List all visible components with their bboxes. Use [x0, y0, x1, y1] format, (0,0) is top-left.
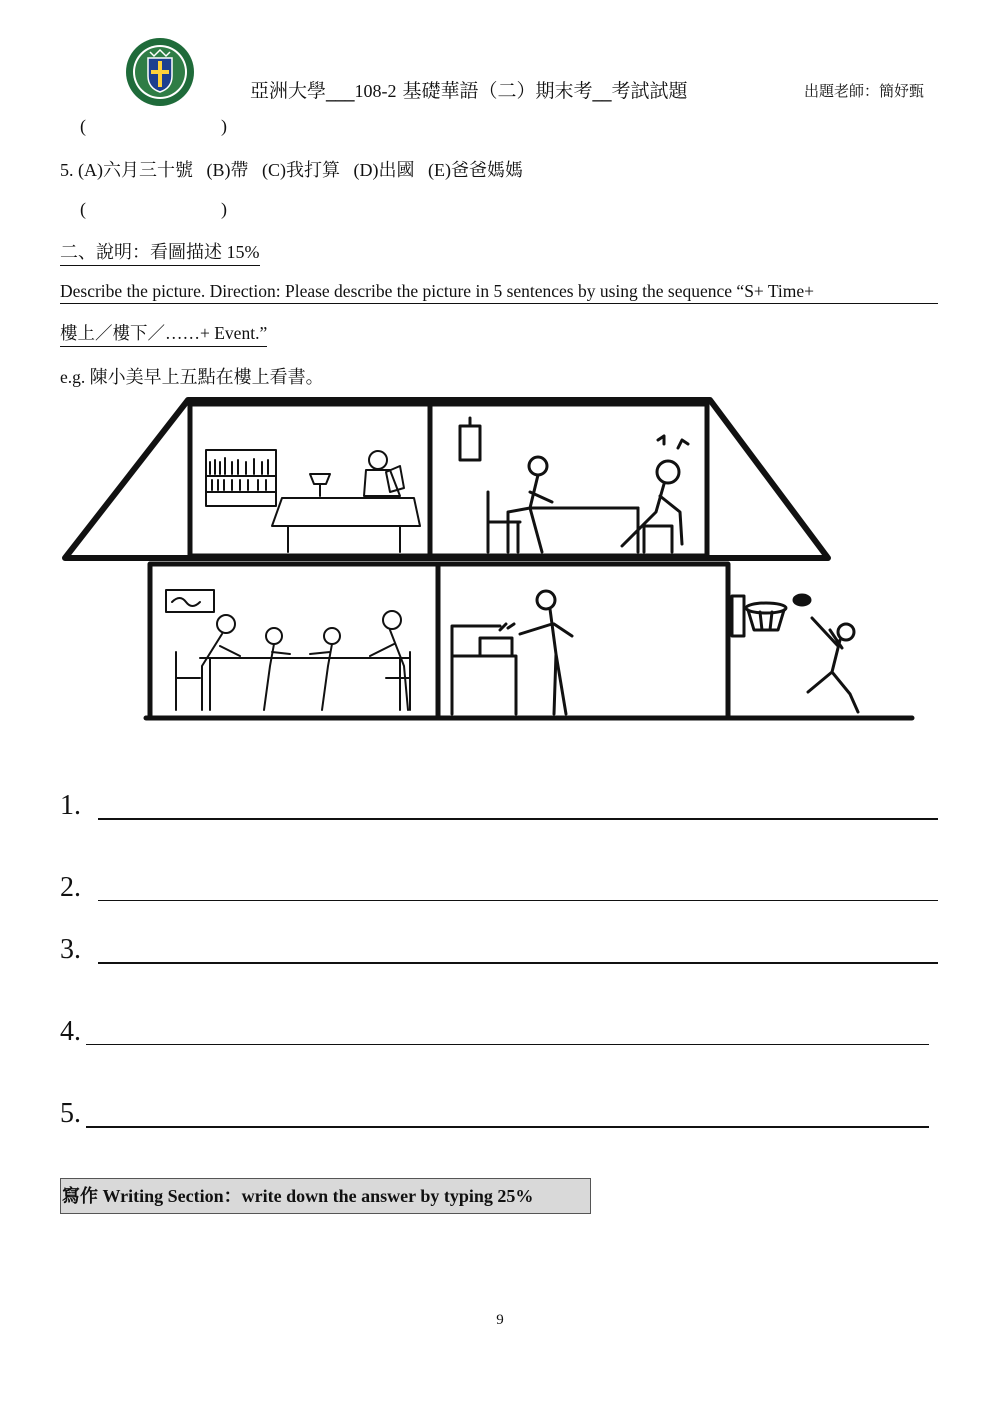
example-sentence [60, 363, 324, 389]
page-number: 9 [496, 1312, 504, 1328]
section-2-title: 二、說明：看圖描述 [60, 242, 222, 263]
option-d-label: (D) [340, 160, 379, 180]
option-a-label: (A) [78, 160, 103, 180]
option-c-label: (C) [248, 160, 286, 180]
exam-name: 基礎華語（二）期末考__考試試題 [396, 80, 688, 102]
teacher-name: 出題老師：簡妤甄 [804, 82, 925, 100]
answer-line-2[interactable] [98, 900, 938, 901]
kitchen [452, 591, 572, 714]
section-2-percent: 15% [222, 242, 260, 262]
university-seal-icon [124, 36, 196, 108]
direction-event: ……+ Event.” [165, 323, 268, 343]
writing-section-cjk: 寫作 [62, 1186, 98, 1207]
direction-line-1: Describe the picture. Direction: Please describe the picture in 5 sentences by using the sequence “S+ Time+ [60, 281, 938, 304]
writing-section-text: Writing Section：write down the answer by typing 25% [98, 1186, 534, 1206]
university-name: 亞洲大學___ [250, 80, 355, 102]
section-2-heading [60, 238, 260, 266]
answer-line-number: 2. [60, 872, 81, 903]
option-b-label: (B) [193, 160, 231, 180]
answer-line-3[interactable] [98, 962, 938, 964]
option-e-text: 爸爸媽媽 [450, 160, 523, 181]
option-d-text: 出國 [378, 160, 415, 181]
example-label: e.g. [60, 367, 90, 387]
question-5 [60, 156, 523, 182]
answer-line-number: 3. [60, 934, 81, 965]
example-text: 陳小美早上五點在樓上看書。 [89, 367, 324, 388]
direction-line-2 [60, 320, 267, 347]
answer-line-number: 1. [60, 790, 81, 821]
option-a-text: 六月三十號 [103, 160, 193, 181]
answer-line-number: 4. [60, 1016, 81, 1047]
answer-parentheses[interactable]: ( ) [80, 199, 227, 219]
singing-room [460, 418, 688, 552]
exam-header-title [250, 76, 688, 103]
option-e-label: (E) [414, 160, 451, 180]
direction-location-words: 樓上／樓下／ [60, 324, 165, 344]
dining-room [166, 590, 410, 710]
answer-line-number: 5. [60, 1098, 81, 1129]
term-code: 108-2 [354, 81, 397, 101]
question-number: 5. [60, 160, 78, 180]
option-b-text: 帶 [230, 160, 249, 181]
writing-section-heading [60, 1178, 591, 1214]
answer-line-5[interactable] [86, 1126, 929, 1128]
answer-line-4[interactable] [86, 1044, 929, 1045]
reading-room [206, 450, 420, 552]
house-cross-section-drawing [60, 396, 940, 726]
option-c-text: 我打算 [286, 160, 340, 181]
answer-parentheses[interactable]: ( ) [80, 116, 227, 136]
answer-line-1[interactable] [98, 818, 938, 820]
basketball-court [732, 595, 858, 712]
